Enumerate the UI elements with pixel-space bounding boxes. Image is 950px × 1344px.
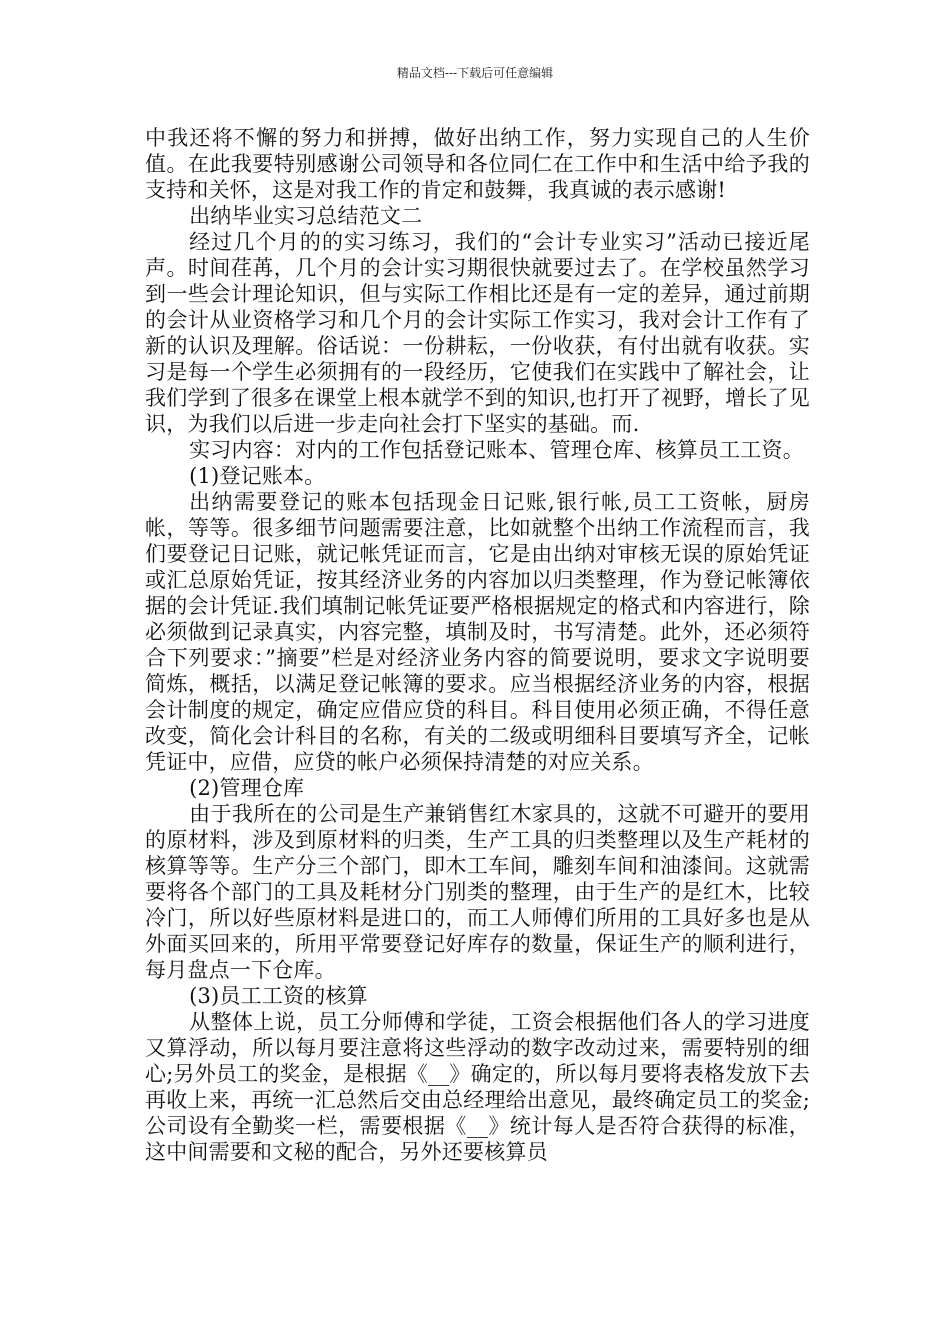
document-body (145, 125, 810, 1165)
subheading-payroll: (3)员工工资的核算 (189, 984, 368, 1008)
paragraph-internship-content: 实习内容：对内的工作包括登记账本、管理仓库、核算员工工资。 (189, 438, 804, 462)
page-header: 精品文档---下载后可任意编辑 (396, 66, 554, 80)
subheading-bookkeeping: (1)登记账本。 (189, 464, 326, 488)
paragraph-payroll: 从整体上说，员工分师傅和学徒，工资会根据他们各人的学习进度又算浮动，所以每月要注意将这些浮动的数字改动过来，需要特别的细心;另外员工的奖金，是根据《__》确定的，所以每月要将表格发放下去再收上来，再统一汇总然后交由总经理给出意见，最终确定员工的奖金;公司设有全勤奖一栏，需要根据《__》统计每人是否符合获得的标准，这中间需要和文秘的配合，另外还要核算员 (145, 1010, 810, 1164)
subheading-warehouse: (2)管理仓库 (189, 776, 305, 800)
paragraph-warehouse: 由于我所在的公司是生产兼销售红木家具的，这就不可避开的要用的原材料，涉及到原材料的归类，生产工具的归类整理以及生产耗材的核算等等。生产分三个部门，即木工车间，雕刻车间和油漆间。这就需要将各个部门的工具及耗材分门别类的整理，由于生产的是红木，比较冷门，所以好些原材料是进口的，而工人师傅们所用的工具好多也是从外面买回来的，所用平常要登记好库存的数量，保证生产的顺利进行，每月盘点一下仓库。 (145, 802, 810, 982)
paragraph-closing-thanks: 中我还将不懈的努力和拼搏，做好出纳工作，努力实现自己的人生价值。在此我要特别感谢公司领导和各位同仁在工作中和生活中给予我的支持和关怀，这是对我工作的肯定和鼓舞，我真诚的表示感谢! (145, 126, 810, 202)
paragraph-bookkeeping: 出纳需要登记的账本包括现金日记账,银行帐,员工工资帐，厨房帐，等等。很多细节问题需要注意，比如就整个出纳工作流程而言，我们要登记日记账，就记帐凭证而言，它是由出纳对审核无误的原始凭证或汇总原始凭证，按其经济业务的内容加以归类整理，作为登记帐簿依据的会计凭证.我们填制记帐凭证要严格根据规定的格式和内容进行，除必须做到记录真实，内容完整，填制及时，书写清楚。此外，还必须符合下列要求：”摘要”栏是对经济业务内容的简要说明，要求文字说明要简炼，概括，以满足登记帐簿的要求。应当根据经济业务的内容，根据会计制度的规定，确定应借应贷的科目。科目使用必须正确，不得任意改变，简化会计科目的名称，有关的二级或明细科目要填写齐全，记帐凭证中，应借，应贷的帐户必须保持清楚的对应关系。 (145, 490, 810, 774)
section-title: 出纳毕业实习总结范文二 (189, 204, 423, 228)
paragraph-intro: 经过几个月的的实习练习，我们的“会计专业实习”活动已接近尾声。时间荏苒，几个月的会计实习期很快就要过去了。在学校虽然学习到一些会计理论知识，但与实际工作相比还是有一定的差异，通过前期的会计从业资格学习和几个月的会计实际工作实习，我对会计工作有了新的认识及理解。俗话说：一份耕耘，一份收获，有付出就有收获。实习是每一个学生必须拥有的一段经历，它使我们在实践中了解社会，让我们学到了很多在课堂上根本就学不到的知识,也打开了视野，增长了见识，为我们以后进一步走向社会打下坚实的基础。而. (145, 230, 810, 436)
